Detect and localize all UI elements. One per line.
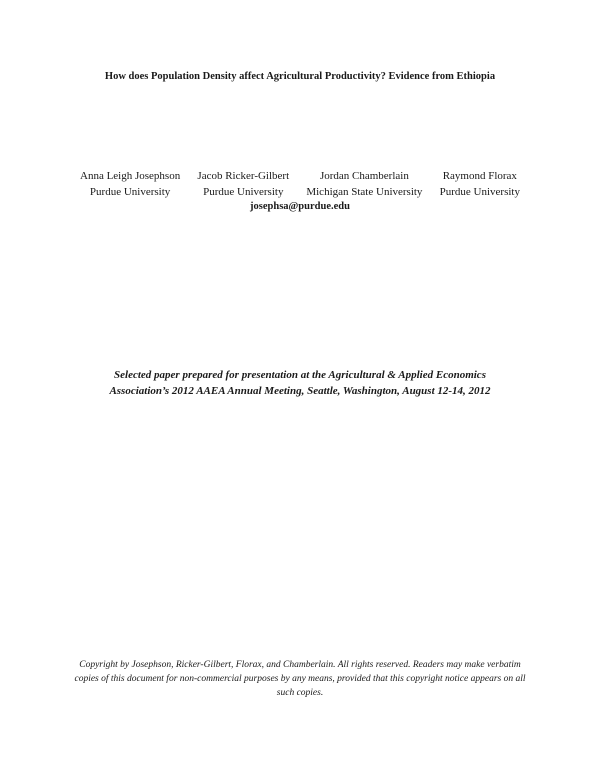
copyright-line: such copies.	[276, 688, 324, 698]
author-affiliation: Purdue University	[89, 186, 171, 198]
presentation-note	[60, 367, 540, 399]
author-affiliation: Michigan State University	[306, 186, 423, 198]
author-list	[80, 168, 520, 200]
copyright-line: Copyright by Josephson, Ricker-Gilbert, Florax, and Chamberlain. All rights reserved. Readers may make verbatim	[79, 660, 521, 670]
contact-email: josephsa@purdue.edu	[250, 201, 350, 212]
presentation-note-line: Association’s 2012 AAEA Annual Meeting, Seattle, Washington, August 12-14, 2012	[109, 385, 491, 397]
author-name: Raymond Florax	[442, 170, 517, 182]
copyright-notice	[60, 658, 540, 700]
author-affiliation: Purdue University	[439, 186, 520, 198]
author-block	[80, 168, 180, 200]
author-name: Jacob Ricker-Gilbert	[197, 170, 290, 182]
author-block	[306, 168, 422, 200]
author-block	[440, 168, 520, 200]
paper-title: How does Population Density affect Agricultural Productivity? Evidence from Ethiopia	[104, 71, 496, 82]
author-block	[197, 168, 289, 200]
author-affiliation: Purdue University	[203, 186, 284, 198]
copyright-line: copies of this document for non-commercial purposes by any means, provided that this copyright notice appears on all	[74, 674, 526, 684]
author-name: Anna Leigh Josephson	[80, 170, 181, 182]
presentation-note-line: Selected paper prepared for presentation at the Agricultural & Applied Economics	[114, 369, 486, 381]
author-name: Jordan Chamberlain	[319, 170, 409, 182]
